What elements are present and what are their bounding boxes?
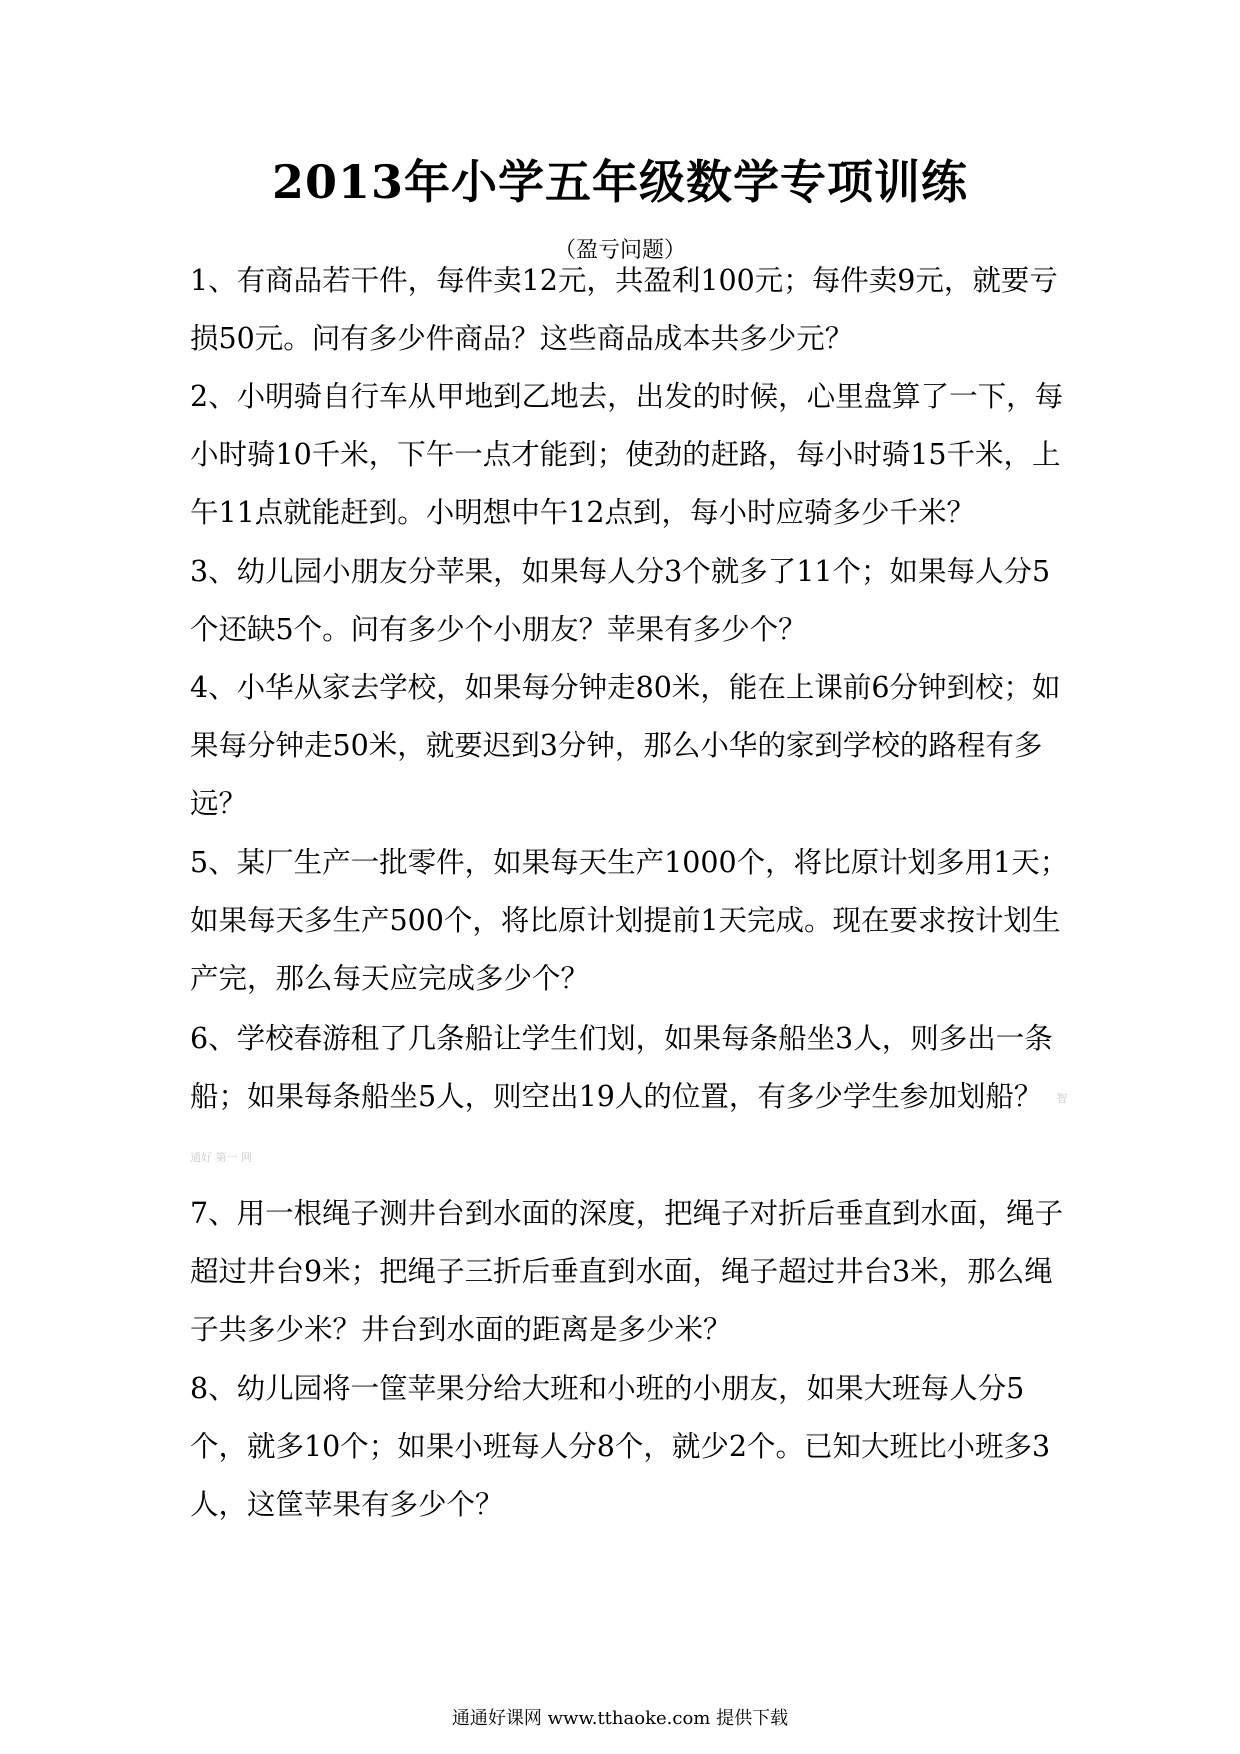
problem-3: 3、幼儿园小朋友分苹果，如果每人分3个就多了11个；如果每人分5个还缺5个。问有多少个小朋友？苹果有多少个？ — [190, 555, 1051, 646]
problem-6-text: 6、学校春游租了几条船让学生们划，如果每条船坐3人，则多出一条船；如果每条船坐5人，则空出19人的位置，有多少学生参加划船？ — [190, 1022, 1053, 1113]
problem-5: 5、某厂生产一批零件，如果每天生产1000个，将比原计划多用1天；如果每天多生产500个，将比原计划提前1天完成。现在要求按计划生产完，那么每天应完成多少个？ — [190, 846, 1069, 995]
problem-4: 4、小华从家去学校，如果每分钟走80米，能在上课前6分钟到校；如果每分钟走50米，就要迟到3分钟，那么小华的家到学校的路程有多远？ — [190, 671, 1061, 820]
faint-watermark-text: 智 通好 第一 网 — [190, 1091, 1068, 1164]
page-footer: 通通好课网 www.tthaoke.com 提供下载 — [451, 1708, 789, 1729]
page-title: 2013年小学五年级数学专项训练 — [271, 155, 969, 209]
problem-1: 1、有商品若干件，每件卖12元，共盈利100元；每件卖9元，就要亏损50元。问有多少件商品？这些商品成本共多少元？ — [190, 264, 1058, 355]
problem-6 — [190, 1010, 1070, 1187]
problem-7: 7、用一根绳子测井台到水面的深度，把绳子对折后垂直到水面，绳子超过井台9米；把绳子三折后垂直到水面，绳子超过井台3米，那么绳子共多少米？井台到水面的距离是多少米？ — [190, 1197, 1064, 1346]
problem-2: 2、小明骑自行车从甲地到乙地去，出发的时候，心里盘算了一下，每小时骑10千米，下午一点才能到；使劲的赶路，每小时骑15千米，上午11点就能赶到。小明想中午12点到，每小时应骑多少千米？ — [190, 380, 1064, 529]
problem-8: 8、幼儿园将一筐苹果分给大班和小班的小朋友，如果大班每人分5个，就多10个；如果小班每人分8个，就少2个。已知大班比小班多3人，这筐苹果有多少个？ — [190, 1372, 1051, 1521]
page-subtitle: （盈亏问题） — [553, 238, 686, 263]
